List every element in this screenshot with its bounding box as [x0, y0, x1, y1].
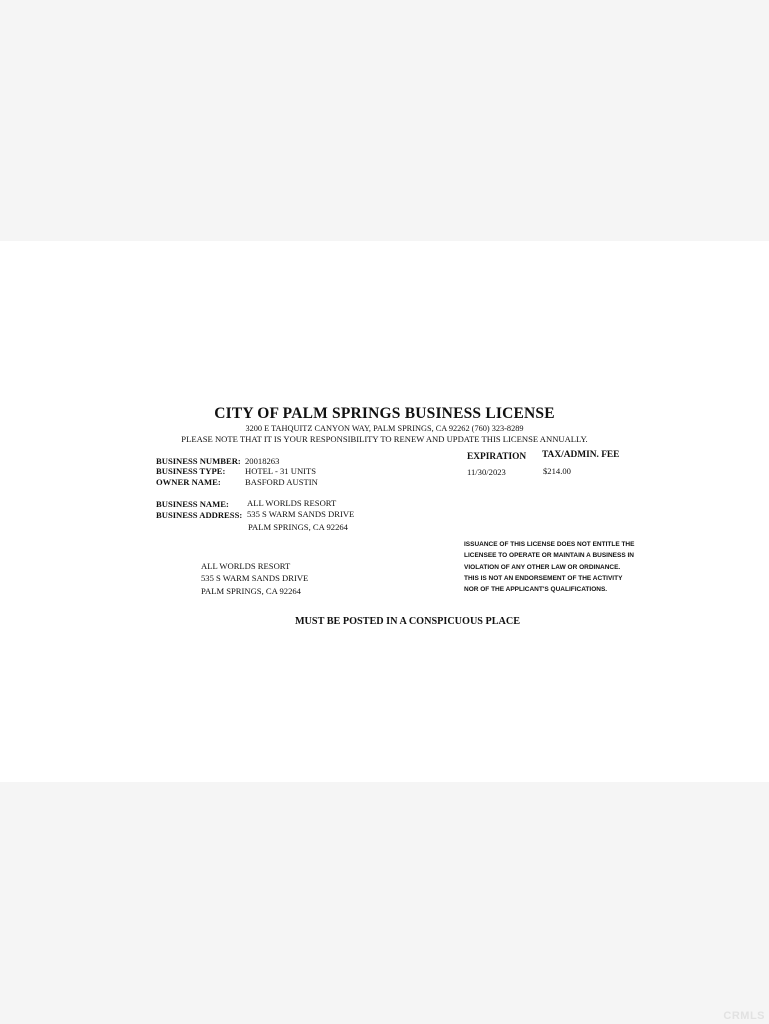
license-title: CITY OF PALM SPRINGS BUSINESS LICENSE — [214, 405, 555, 422]
disclaimer-line: VIOLATION OF ANY OTHER LAW OR ORDINANCE. — [464, 563, 621, 571]
disclaimer-line: ISSUANCE OF THIS LICENSE DOES NOT ENTITLE THE — [464, 541, 635, 548]
business-name-value: ALL WORLDS RESORT — [247, 498, 337, 508]
renewal-notice: PLEASE NOTE THAT IT IS YOUR RESPONSIBILITY TO RENEW AND UPDATE THIS LICENSE ANNUALLY. — [181, 434, 588, 444]
owner-name-value: BASFORD AUSTIN — [245, 477, 318, 487]
posting-notice: MUST BE POSTED IN A CONSPICUOUS PLACE — [294, 616, 521, 627]
expiration-label: EXPIRATION — [467, 452, 527, 462]
expiration-value: 11/30/2023 — [467, 467, 506, 477]
owner-name-label: OWNER NAME: — [156, 477, 221, 487]
mailing-address — [201, 560, 308, 597]
business-number-label: BUSINESS NUMBER: — [156, 456, 241, 466]
business-address-line1: 535 S WARM SANDS DRIVE — [247, 509, 355, 519]
disclaimer-line: LICENSEE TO OPERATE OR MAINTAIN A BUSINESS IN — [464, 552, 634, 560]
mailing-line2: 535 S WARM SANDS DRIVE — [201, 573, 309, 584]
business-address-line2: PALM SPRINGS, CA 92264 — [248, 522, 348, 532]
fee-label: TAX/ADMIN. FEE — [542, 450, 620, 460]
business-number-value: 20018263 — [245, 456, 280, 466]
license-disclaimer — [464, 539, 634, 595]
business-type-value: HOTEL - 31 UNITS — [245, 466, 317, 476]
business-address-label: BUSINESS ADDRESS: — [156, 510, 243, 520]
crmls-watermark: CRMLS — [723, 1010, 765, 1022]
mailing-line1: ALL WORLDS RESORT — [201, 561, 291, 571]
fee-value: $214.00 — [543, 466, 571, 476]
city-address: 3200 E TAHQUITZ CANYON WAY, PALM SPRINGS, CA 92262 (760) 323-8289 — [245, 424, 524, 433]
mailing-line3: PALM SPRINGS, CA 92264 — [201, 585, 301, 596]
business-name-label: BUSINESS NAME: — [156, 499, 229, 509]
disclaimer-line: THIS IS NOT AN ENDORSEMENT OF THE ACTIVITY — [464, 574, 623, 582]
license-document — [0, 241, 769, 782]
business-type-label: BUSINESS TYPE: — [156, 466, 226, 476]
disclaimer-line: NOR OF THE APPLICANT'S QUALIFICATIONS. — [464, 586, 608, 594]
